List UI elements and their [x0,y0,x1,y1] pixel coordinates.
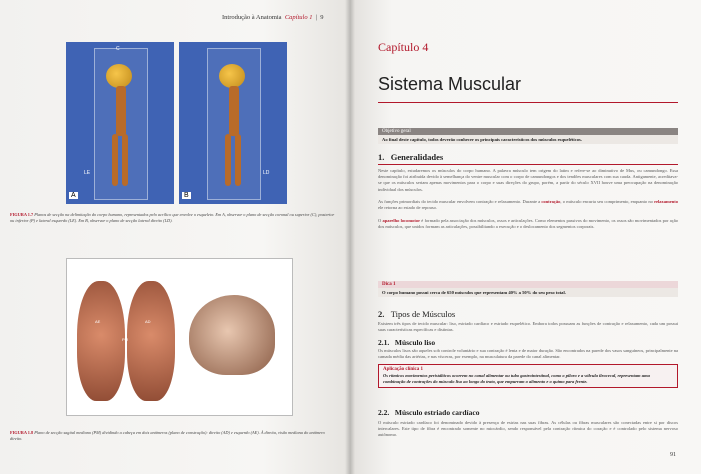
title-rule [378,102,678,103]
term-contracao: contração [541,199,561,204]
left-leg [112,134,118,186]
left-leg [225,134,231,186]
torso [116,86,126,136]
figure-1-7-caption-text: Planos de secção na delimitação do corpo humano, representados pelo acrílico que envolve o esqueleto. Em A, observar o plano de secção coronal ou superior (C), posterior ou inferior (P) e lateral esquerdo (LE). Em B, observar o plano de secção lateral direito (LD). [10,212,335,223]
tip-box [378,281,678,297]
section-1-para-3 [378,218,678,230]
label-ld: LD [263,170,270,176]
section-1-heading [378,152,443,162]
section-2-number: 2. [378,309,385,319]
clinical-application-box [378,364,678,388]
left-page [0,0,350,474]
objective-text: Ao final deste capítulo, todos deverão conhecer os principais característicos dos músculos esqueléticos. [382,137,582,142]
tag-ae: AE [95,319,101,324]
objective-heading: Objetivo geral [378,128,678,135]
skull [219,64,245,88]
figure-1-7-panel-b [179,42,287,204]
section-1-para-2-start: As funções primordiais do tecido muscular envolvem contração e relaxamento. Durante a [378,199,542,204]
tip-heading: Dica 1 [378,281,678,288]
panel-b-tag: B [184,192,189,199]
section-1-rule [378,164,678,165]
section-1-para-2 [378,199,678,211]
tip-text: O corpo humano possui cerca de 650 músculos que representam 40% a 50% do seu peso total. [382,290,566,295]
label-le: LE [84,170,91,176]
running-head-page: 9 [320,14,324,21]
section-2-2-number: 2.2. [378,408,390,417]
figure-1-8-image [66,258,293,416]
term-relaxamento: relaxamento [654,199,678,204]
tag-ad: AD [145,319,151,324]
tag-pm: PM [122,337,128,342]
chapter-title: Sistema Muscular [378,74,522,94]
figure-1-7-caption [10,212,335,224]
book-gutter [345,0,355,474]
figure-1-7-caption-id: FIGURA 1.7 [10,212,34,217]
figure-1-8-caption-id: FIGURA 1.8 [10,430,34,435]
section-2-2-title: Músculo estriado cardíaco [394,408,480,417]
section-2-para: Existem três tipos de tecido muscular: liso, estriado cardíaco e estriado esquelético. Embora todos possuam as funções de contração e relaxamento, cada um possui suas características específicas e distintas. [378,321,678,333]
figure-1-8-caption [10,430,335,442]
section-1-para-3-start: O [378,218,383,223]
torso [229,86,239,136]
running-head-chapter: Capítulo 1 [284,14,313,21]
section-2-1-heading [378,338,435,347]
objective-box [378,128,678,144]
section-1-para-1: Neste capítulo, estudaremos os músculos do corpo humano. A palavra músculo tem origem do latim e refere-se ao diminutivo de Mus, ou camundongo. Essa denominação foi atribuída devido à semelhança do ventre muscular com o corpo de camundongos e dos tendões musculares com sua cauda. Antigamente, acreditava-se que os músculos seriam apenas movimentos para o corpo e suas direções do grupo, porém, a partir do século XVII houve uma preocupação na denominação individual dos músculos. [378,168,678,192]
section-1-para-2-mid: , o músculo encurta seu comprimento, enquanto no [560,199,655,204]
page-number-right: 91 [670,452,676,458]
head-half-right [127,281,175,401]
section-2-2-para: O músculo estriado cardíaco foi denominado devido à presença de estrias nas suas fibras. As células ou fibras musculares são conectadas entre si por discos intercalares. Este tipo de fibra é encontrado somente no miocárdio, sendo responsável pela contração rítmica do coração e é controlado pelo sistema nervoso autônomo. [378,420,678,438]
skull [106,64,132,88]
clinical-heading: Aplicação clínica 1 [383,367,423,372]
running-head-sep: | [315,14,318,21]
head-half-left [77,281,125,401]
figure-1-7-panel-a [66,42,174,204]
chapter-label: Capítulo 4 [378,40,429,54]
panel-a-tag: A [71,192,76,199]
section-2-heading [378,309,455,319]
clinical-text: Os rítmicos movimentos peristálticos ocorrem no canal alimentar ou tubo gastrointestinal, como o piloro e a válvula ileocecal, representam uma combinação de contrações do músculo liso ao longo do trato, que empurram o alimento e o quimo para frente. [383,373,650,384]
term-aparelho-locomotor: aparelho locomotor [382,218,421,223]
section-1-title: Generalidades [390,152,444,162]
right-leg [235,134,241,186]
section-2-1-para: Os músculos lisos são aqueles sob controle voluntário e sua contração é lenta e de maior duração. São encontrados na parede dos vasos sanguíneos, principalmente na camada média das artérias, e nas vísceras, por exemplo, na musculatura da parede do canal alimentar. [378,348,678,360]
right-page [350,0,701,474]
right-leg [122,134,128,186]
running-head [222,14,324,21]
section-2-1-number: 2.1. [378,338,390,347]
sagittal-section [189,295,275,375]
running-head-book: Introdução à Anatomia [222,14,282,21]
label-c: C [116,46,120,52]
section-1-para-2-end: ele retorna ao estado de repouso. [378,205,437,211]
section-2-1-title: Músculo liso [394,338,436,347]
section-2-2-heading [378,408,479,417]
section-1-para-3-end: é formado pela associação dos músculos, ossos e articulações. Como elementos passivos do movimento, os ossos são movimentados por ação dos músculos, que unidos formam as articulações, possibilitando a execução e o deslocamento dos segmentos corporais. [378,218,679,230]
section-1-number: 1. [378,152,385,162]
figure-1-8-caption-text: Plano de secção sagital mediano (PM) dividindo a cabeça em dois antímeros (plano de construção): direito (AD) e esquerdo (AE). À direita, visão mediana do antímero direito. [10,430,325,441]
section-2-title: Tipos de Músculos [390,309,456,319]
